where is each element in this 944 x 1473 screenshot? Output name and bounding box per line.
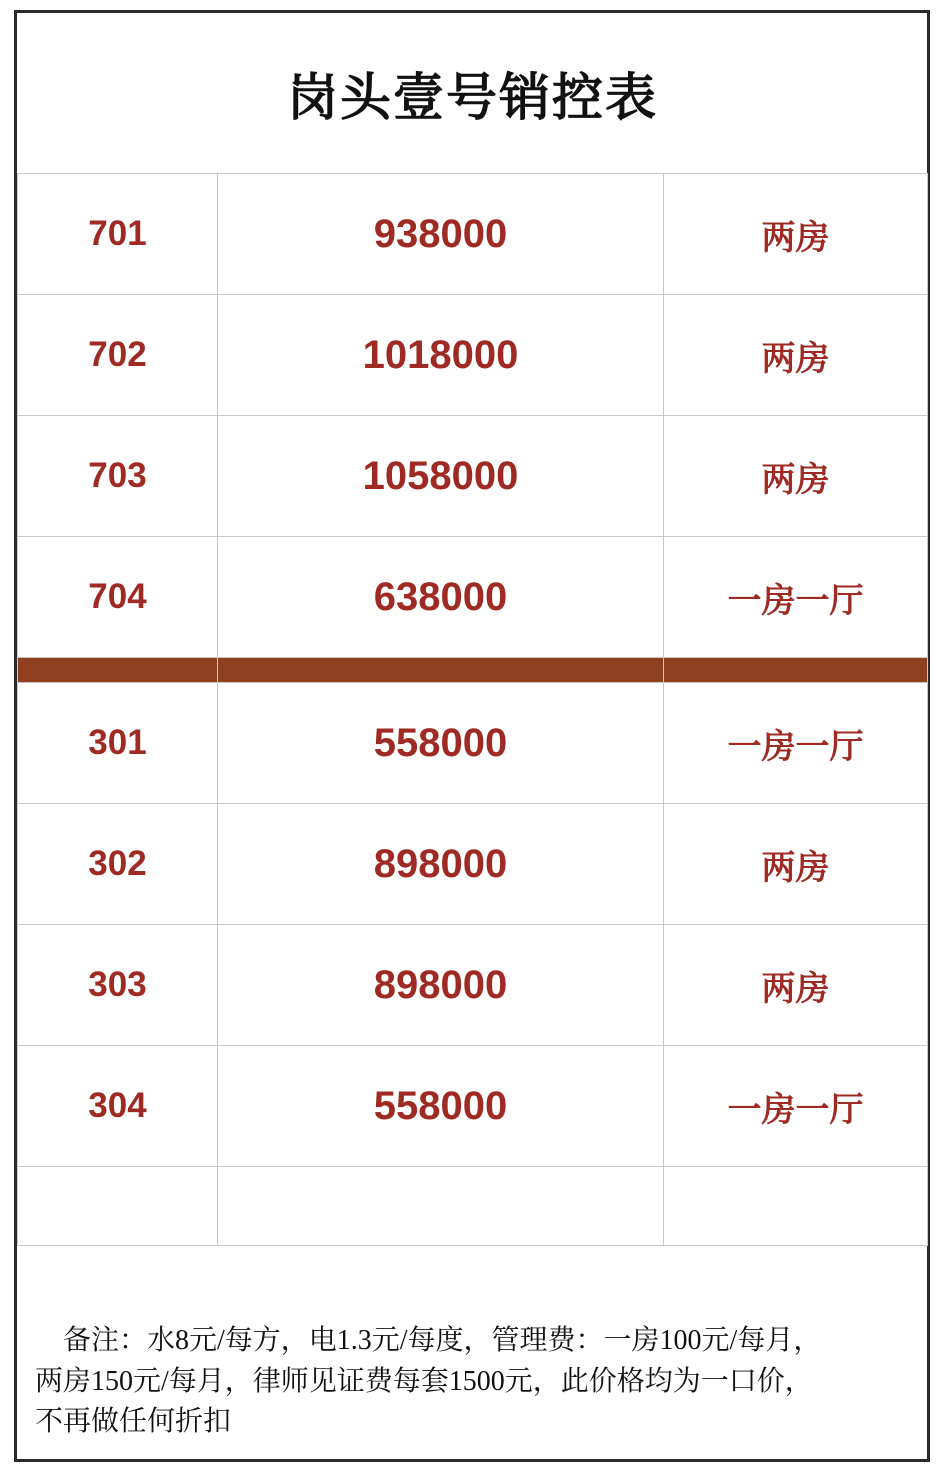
table-row[interactable] [18, 683, 928, 804]
divider-segment [664, 658, 928, 683]
room-number: 301 [18, 683, 218, 804]
table-row[interactable] [18, 416, 928, 537]
room-number: 703 [18, 416, 218, 537]
table-row[interactable] [18, 295, 928, 416]
group-divider [18, 658, 928, 683]
note-line-3: 不再做任何折扣 [35, 1406, 232, 1438]
table-row[interactable] [18, 537, 928, 658]
room-number: 302 [18, 804, 218, 925]
title-row [18, 13, 928, 174]
room-number: 303 [18, 925, 218, 1046]
room-price: 1018000 [218, 295, 664, 416]
empty-row [18, 1167, 928, 1246]
table-row[interactable] [18, 1046, 928, 1167]
room-type: 一房一厅 [664, 683, 928, 804]
empty-cell [218, 1167, 664, 1246]
room-type: 一房一厅 [664, 1046, 928, 1167]
footer-note [35, 1321, 909, 1443]
room-price: 1058000 [218, 416, 664, 537]
room-price: 898000 [218, 804, 664, 925]
room-number: 704 [18, 537, 218, 658]
empty-cell [664, 1167, 928, 1246]
divider-segment [218, 658, 664, 683]
room-type: 两房 [664, 174, 928, 295]
room-type: 一房一厅 [664, 537, 928, 658]
room-price: 558000 [218, 1046, 664, 1167]
note-line-1: 备注：水8元/每方，电1.3元/每度，管理费：一房100元/每月， [63, 1325, 822, 1357]
room-type: 两房 [664, 925, 928, 1046]
room-price: 558000 [218, 683, 664, 804]
room-number: 702 [18, 295, 218, 416]
empty-cell [18, 1167, 218, 1246]
room-type: 两房 [664, 804, 928, 925]
room-number: 304 [18, 1046, 218, 1167]
room-number: 701 [18, 174, 218, 295]
room-price: 638000 [218, 537, 664, 658]
table-row[interactable] [18, 925, 928, 1046]
table-row[interactable] [18, 174, 928, 295]
room-type: 两房 [664, 416, 928, 537]
room-price: 898000 [218, 925, 664, 1046]
note-line-2: 两房150元/每月，律师见证费每套1500元，此价格均为一口价， [35, 1365, 813, 1397]
table-row[interactable] [18, 804, 928, 925]
page-title: 岗头壹号销控表 [18, 13, 928, 174]
sheet-frame [14, 10, 930, 1462]
price-table [17, 13, 928, 1246]
room-type: 两房 [664, 295, 928, 416]
room-price: 938000 [218, 174, 664, 295]
divider-segment [18, 658, 218, 683]
